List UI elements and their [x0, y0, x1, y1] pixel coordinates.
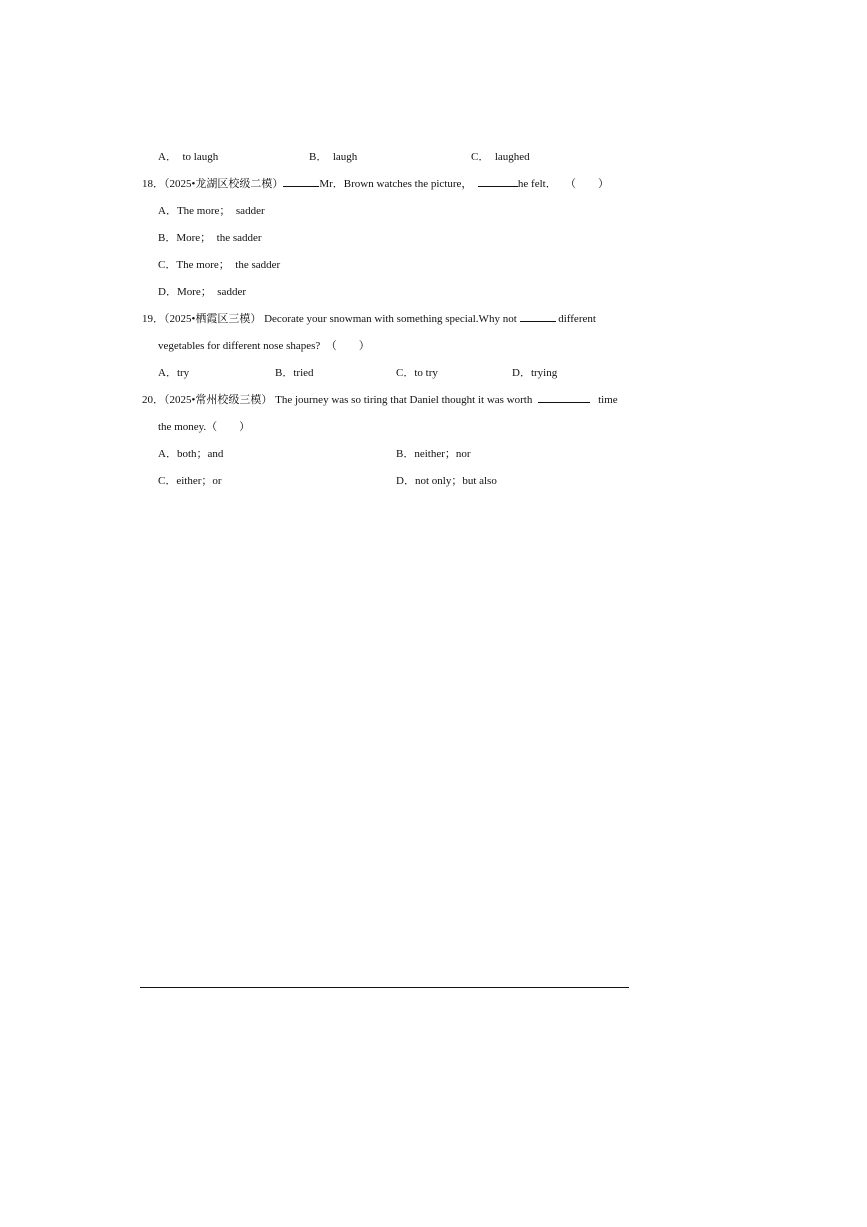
option-text: try [176, 367, 190, 379]
q20-option-c [158, 472, 222, 488]
option-text: laugh [332, 151, 358, 163]
q17-option-a [158, 148, 218, 164]
option-letter: A． [158, 367, 177, 379]
q18-option-d [158, 283, 246, 299]
question-source: （2025•龙湖区校级二模） [164, 178, 284, 190]
question-source: （2025•常州校级三模） [164, 394, 273, 406]
question-text: The journey was so tiring that Daniel thought it was worth [275, 394, 533, 406]
question-text: Decorate your snowman with something special.Why not [264, 313, 517, 325]
q17-option-b [309, 148, 357, 164]
q18-option-a [158, 202, 265, 218]
answer-blank [538, 392, 590, 403]
option-text: tried [293, 367, 314, 379]
option-text: More； the sadder [176, 232, 262, 244]
option-letter: D． [512, 367, 531, 379]
option-text: trying [530, 367, 558, 379]
q19-option-a [158, 364, 189, 380]
option-letter: C． [158, 259, 177, 271]
option-letter: D． [396, 475, 415, 487]
answer-paren: （ ） [325, 340, 370, 352]
question-number: 18． [142, 178, 164, 190]
answer-blank [520, 311, 556, 322]
answer-paren: （ ） [206, 421, 251, 433]
option-text: More； sadder [176, 286, 246, 298]
footer-divider [140, 987, 629, 988]
question-20-stem [142, 391, 618, 407]
option-letter: C． [396, 367, 415, 379]
q19-option-d [512, 364, 557, 380]
question-text: time [598, 394, 618, 406]
option-letter: D． [158, 286, 177, 298]
question-19-stem-line2 [158, 337, 370, 353]
answer-blank [478, 176, 518, 187]
option-letter: C． [158, 475, 177, 487]
q18-option-b [158, 229, 262, 245]
option-letter: B． [275, 367, 294, 379]
option-letter: A． [158, 205, 177, 217]
q20-option-a [158, 445, 223, 461]
option-letter: A． [158, 448, 177, 460]
question-20-stem-line2 [158, 418, 250, 434]
q19-option-b [275, 364, 314, 380]
q20-option-b [396, 445, 471, 461]
answer-paren: （ ） [564, 178, 609, 190]
option-text: to laugh [182, 151, 219, 163]
option-text: not only；but also [414, 475, 497, 487]
question-text: Mr．Brown watches the picture， [319, 178, 473, 190]
question-18-stem [142, 175, 609, 191]
question-text: different [558, 313, 596, 325]
option-letter: C． [471, 151, 490, 163]
q19-option-c [396, 364, 438, 380]
option-text: both；and [176, 448, 224, 460]
question-number: 19． [142, 313, 164, 325]
option-text: The more； sadder [176, 205, 265, 217]
option-text: laughed [494, 151, 530, 163]
q18-option-c [158, 256, 280, 272]
question-source: （2025•栖霞区三模） [164, 313, 262, 325]
option-letter: B． [309, 151, 328, 163]
question-text: the money. [158, 421, 207, 433]
option-letter: B． [158, 232, 177, 244]
question-text: he felt． [517, 178, 557, 190]
question-text: vegetables for different nose shapes? [158, 340, 321, 352]
q20-option-d [396, 472, 497, 488]
answer-blank [283, 176, 319, 187]
option-text: either；or [176, 475, 222, 487]
option-text: The more； the sadder [176, 259, 281, 271]
q17-option-c [471, 148, 530, 164]
option-letter: B． [396, 448, 415, 460]
option-text: neither；nor [414, 448, 471, 460]
option-letter: A． [158, 151, 177, 163]
option-text: to try [414, 367, 438, 379]
question-number: 20． [142, 394, 164, 406]
question-19-stem [142, 310, 596, 326]
